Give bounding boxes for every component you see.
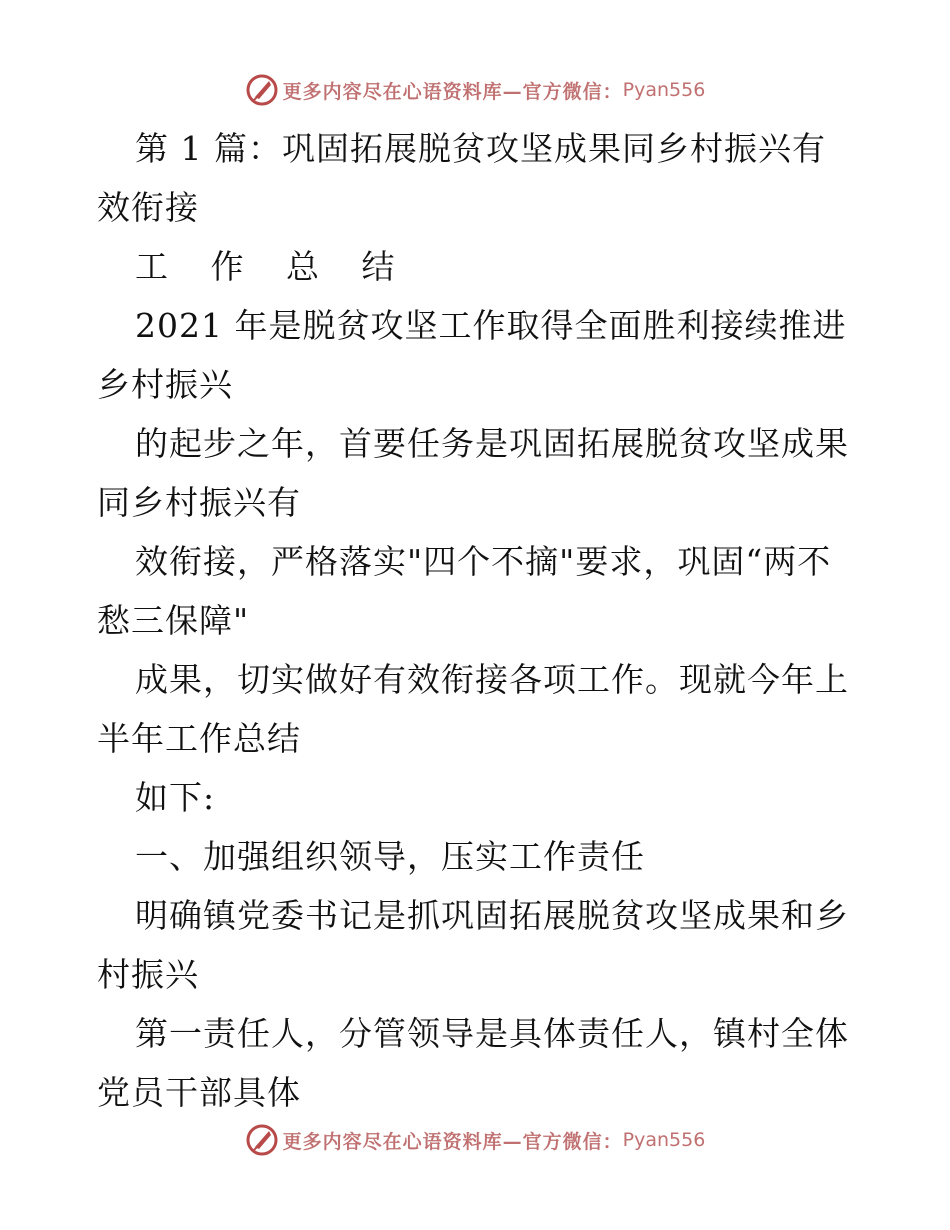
watermark-wechat-id: Pyan556	[622, 79, 706, 101]
text-line: 2021 年是脱贫攻坚工作取得全面胜利接续推进	[135, 306, 847, 345]
text-line: 乡村振兴	[97, 365, 233, 404]
text-line: 如下:	[135, 778, 216, 817]
document-body	[97, 124, 857, 1127]
text-line: 同乡村振兴有	[97, 483, 301, 522]
section-heading: 一、加强组织领导，压实工作责任	[135, 837, 645, 876]
text-line: 愁三保障"	[97, 601, 250, 640]
text-line: 明确镇党委书记是抓巩固拓展脱贫攻坚成果和乡	[135, 896, 849, 935]
text-line: 村振兴	[97, 955, 199, 994]
text-line: 效衔接	[97, 188, 199, 227]
text-line: 的起步之年，首要任务是巩固拓展脱贫攻坚成果	[135, 424, 849, 463]
watermark-wechat-id: Pyan556	[622, 1129, 706, 1151]
text-line: 第一责任人，分管领导是具体责任人，镇村全体	[135, 1014, 849, 1053]
watermark-footer	[0, 1120, 950, 1160]
text-line: 党员干部具体	[97, 1073, 301, 1112]
quill-logo-icon	[245, 1123, 279, 1157]
text-line: 成果，切实做好有效衔接各项工作。现就今年上	[135, 660, 849, 699]
watermark-header	[0, 70, 950, 110]
quill-logo-icon	[245, 73, 279, 107]
text-line: 效衔接，严格落实"四个不摘"要求，巩固“两不	[135, 542, 832, 581]
section-heading: 工 作 总 结	[135, 247, 411, 286]
text-line: 第 1 篇：巩固拓展脱贫攻坚成果同乡村振兴有	[135, 129, 826, 168]
watermark-text: 更多内容尽在心语资料库—官方微信：	[282, 1130, 623, 1153]
text-line: 半年工作总结	[97, 719, 301, 758]
watermark-text: 更多内容尽在心语资料库—官方微信：	[282, 80, 623, 103]
